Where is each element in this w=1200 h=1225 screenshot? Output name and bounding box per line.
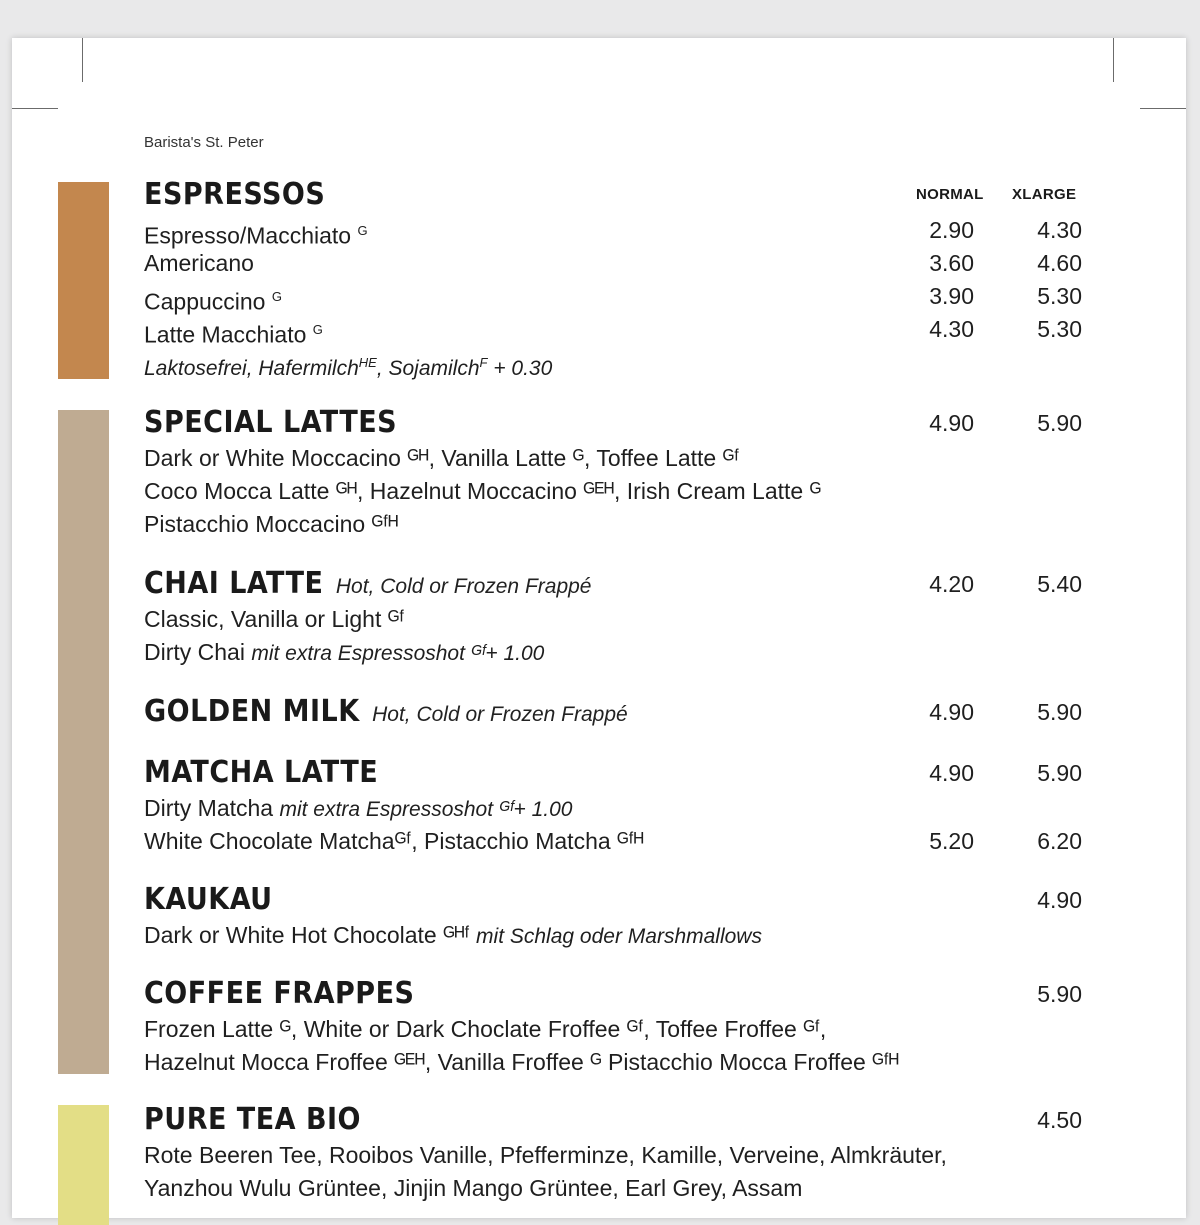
tea-color-bar (58, 1105, 109, 1225)
section-chai-latte (144, 565, 1082, 669)
section-subtitle: Hot, Cold or Frozen Frappé (372, 703, 628, 726)
price-xlarge: 4.60 (1037, 250, 1082, 276)
item-line (144, 825, 1082, 858)
price-normal: 4.20 (929, 571, 974, 597)
section-title: PURE TEA BIO (144, 1102, 361, 1137)
price-xlarge: 5.30 (1037, 316, 1082, 342)
allergen-code: G (312, 322, 323, 337)
item-name: Americano (144, 250, 254, 276)
section-title: CHAI LATTE (144, 566, 324, 601)
price-normal: 4.90 (929, 760, 974, 786)
item-name: Latte Macchiato (144, 321, 307, 348)
note-text: Laktosefrei, Hafermilch (144, 357, 359, 380)
item-line: Classic, Vanilla or Light ᴳᶠ (144, 606, 405, 632)
item-name: Espresso/Macchiato (144, 222, 352, 249)
item-extra: mit Schlag oder Marshmallows (476, 925, 762, 948)
menu-item (144, 247, 1082, 280)
item-line: Yanzhou Wulu Grüntee, Jinjin Mango Grüntee, Earl Grey, Assam (144, 1175, 803, 1201)
crop-mark-left-h (12, 108, 58, 109)
price-xlarge: 5.90 (1037, 981, 1082, 1007)
price-xlarge: 6.20 (1037, 828, 1082, 854)
price-normal: 5.20 (929, 828, 974, 854)
section-espressos (144, 176, 1082, 380)
crop-mark-left (82, 38, 83, 82)
section-title: GOLDEN MILK (144, 694, 360, 729)
section-subtitle: Hot, Cold or Frozen Frappé (335, 575, 592, 598)
price-xlarge: 5.40 (1037, 571, 1082, 597)
item-line: Pistacchio Moccacino ᴳᶠᴴ (144, 511, 399, 537)
item-line: Hazelnut Mocca Froffee ᴳᴱᴴ, Vanilla Froffee ᴳ Pistacchio Mocca Froffee ᴳᶠᴴ (144, 1049, 899, 1075)
price-normal: 3.60 (929, 250, 974, 276)
price-normal: 3.90 (929, 283, 974, 309)
item-line: Frozen Latte ᴳ, White or Dark Choclate Froffee ᴳᶠ, Toffee Froffee ᴳᶠ, (144, 1016, 827, 1042)
item-name: Cappuccino (144, 288, 266, 315)
item-name: White Chocolate Matchaᴳᶠ, Pistacchio Matcha ᴳᶠᴴ (144, 828, 644, 854)
price-xlarge: 4.90 (1037, 887, 1082, 913)
section-title: KAUKAU (144, 882, 273, 917)
price-normal: 4.30 (929, 316, 974, 342)
item-name: Dirty Matcha (144, 795, 274, 821)
allergen-code: G (357, 223, 368, 238)
section-kaukau (144, 881, 1082, 952)
section-coffee-frappes (144, 975, 1082, 1079)
column-header-normal: NORMAL (916, 186, 984, 203)
item-name: Dirty Chai (144, 639, 245, 665)
milk-options-note (144, 346, 1074, 379)
coffee-color-bar (58, 410, 109, 1074)
price-xlarge: 4.50 (1037, 1107, 1082, 1133)
note-surcharge: + 0.30 (493, 357, 553, 380)
item-line (144, 919, 1074, 952)
price-xlarge: 5.30 (1037, 283, 1082, 309)
venue-name: Barista's St. Peter (144, 134, 264, 151)
menu-item (144, 313, 1082, 348)
item-line: Rote Beeren Tee, Rooibos Vanille, Pfefferminze, Kamille, Verveine, Almkräuter, (144, 1142, 947, 1168)
price-normal: 2.90 (929, 217, 974, 243)
menu-page (12, 38, 1186, 1218)
column-header-xlarge: XLARGE (1012, 186, 1077, 203)
price-xlarge: 5.90 (1037, 699, 1082, 725)
item-extra: mit extra Espressoshot ᴳᶠ+ 1.00 (251, 642, 545, 665)
section-title: COFFEE FRAPPES (144, 976, 415, 1011)
section-title: MATCHA LATTE (144, 755, 379, 790)
price-normal: 4.90 (929, 699, 974, 725)
price-xlarge: 4.30 (1037, 217, 1082, 243)
section-golden-milk (144, 693, 1082, 731)
item-line (144, 636, 1074, 669)
section-matcha-latte (144, 754, 1082, 858)
section-pure-tea-bio (144, 1101, 1082, 1205)
allergen-code: HE (358, 355, 377, 370)
section-special-lattes (144, 404, 1082, 541)
crop-mark-right (1113, 38, 1114, 82)
item-line: Coco Mocca Latte ᴳᴴ, Hazelnut Moccacino ᴳᴱᴴ, Irish Cream Latte ᴳ (144, 478, 821, 504)
price-normal: 4.90 (929, 410, 974, 436)
item-name: Dark or White Hot Chocolate ᴳᴴᶠ (144, 922, 470, 948)
item-line: Dark or White Moccacino ᴳᴴ, Vanilla Latte ᴳ, Toffee Latte ᴳᶠ (144, 445, 740, 471)
item-line (144, 792, 1074, 825)
crop-mark-right-h (1140, 108, 1186, 109)
section-title: SPECIAL LATTES (144, 405, 398, 440)
price-xlarge: 5.90 (1037, 760, 1082, 786)
menu-item (144, 214, 1082, 249)
item-extra: mit extra Espressoshot ᴳᶠ+ 1.00 (279, 798, 573, 821)
allergen-code: G (271, 289, 282, 304)
allergen-code: F (479, 355, 488, 370)
section-title: ESPRESSOS (144, 177, 326, 212)
note-text-mid: , Sojamilch (376, 357, 480, 380)
price-xlarge: 5.90 (1037, 410, 1082, 436)
menu-item (144, 280, 1082, 315)
espressos-color-bar (58, 182, 109, 379)
